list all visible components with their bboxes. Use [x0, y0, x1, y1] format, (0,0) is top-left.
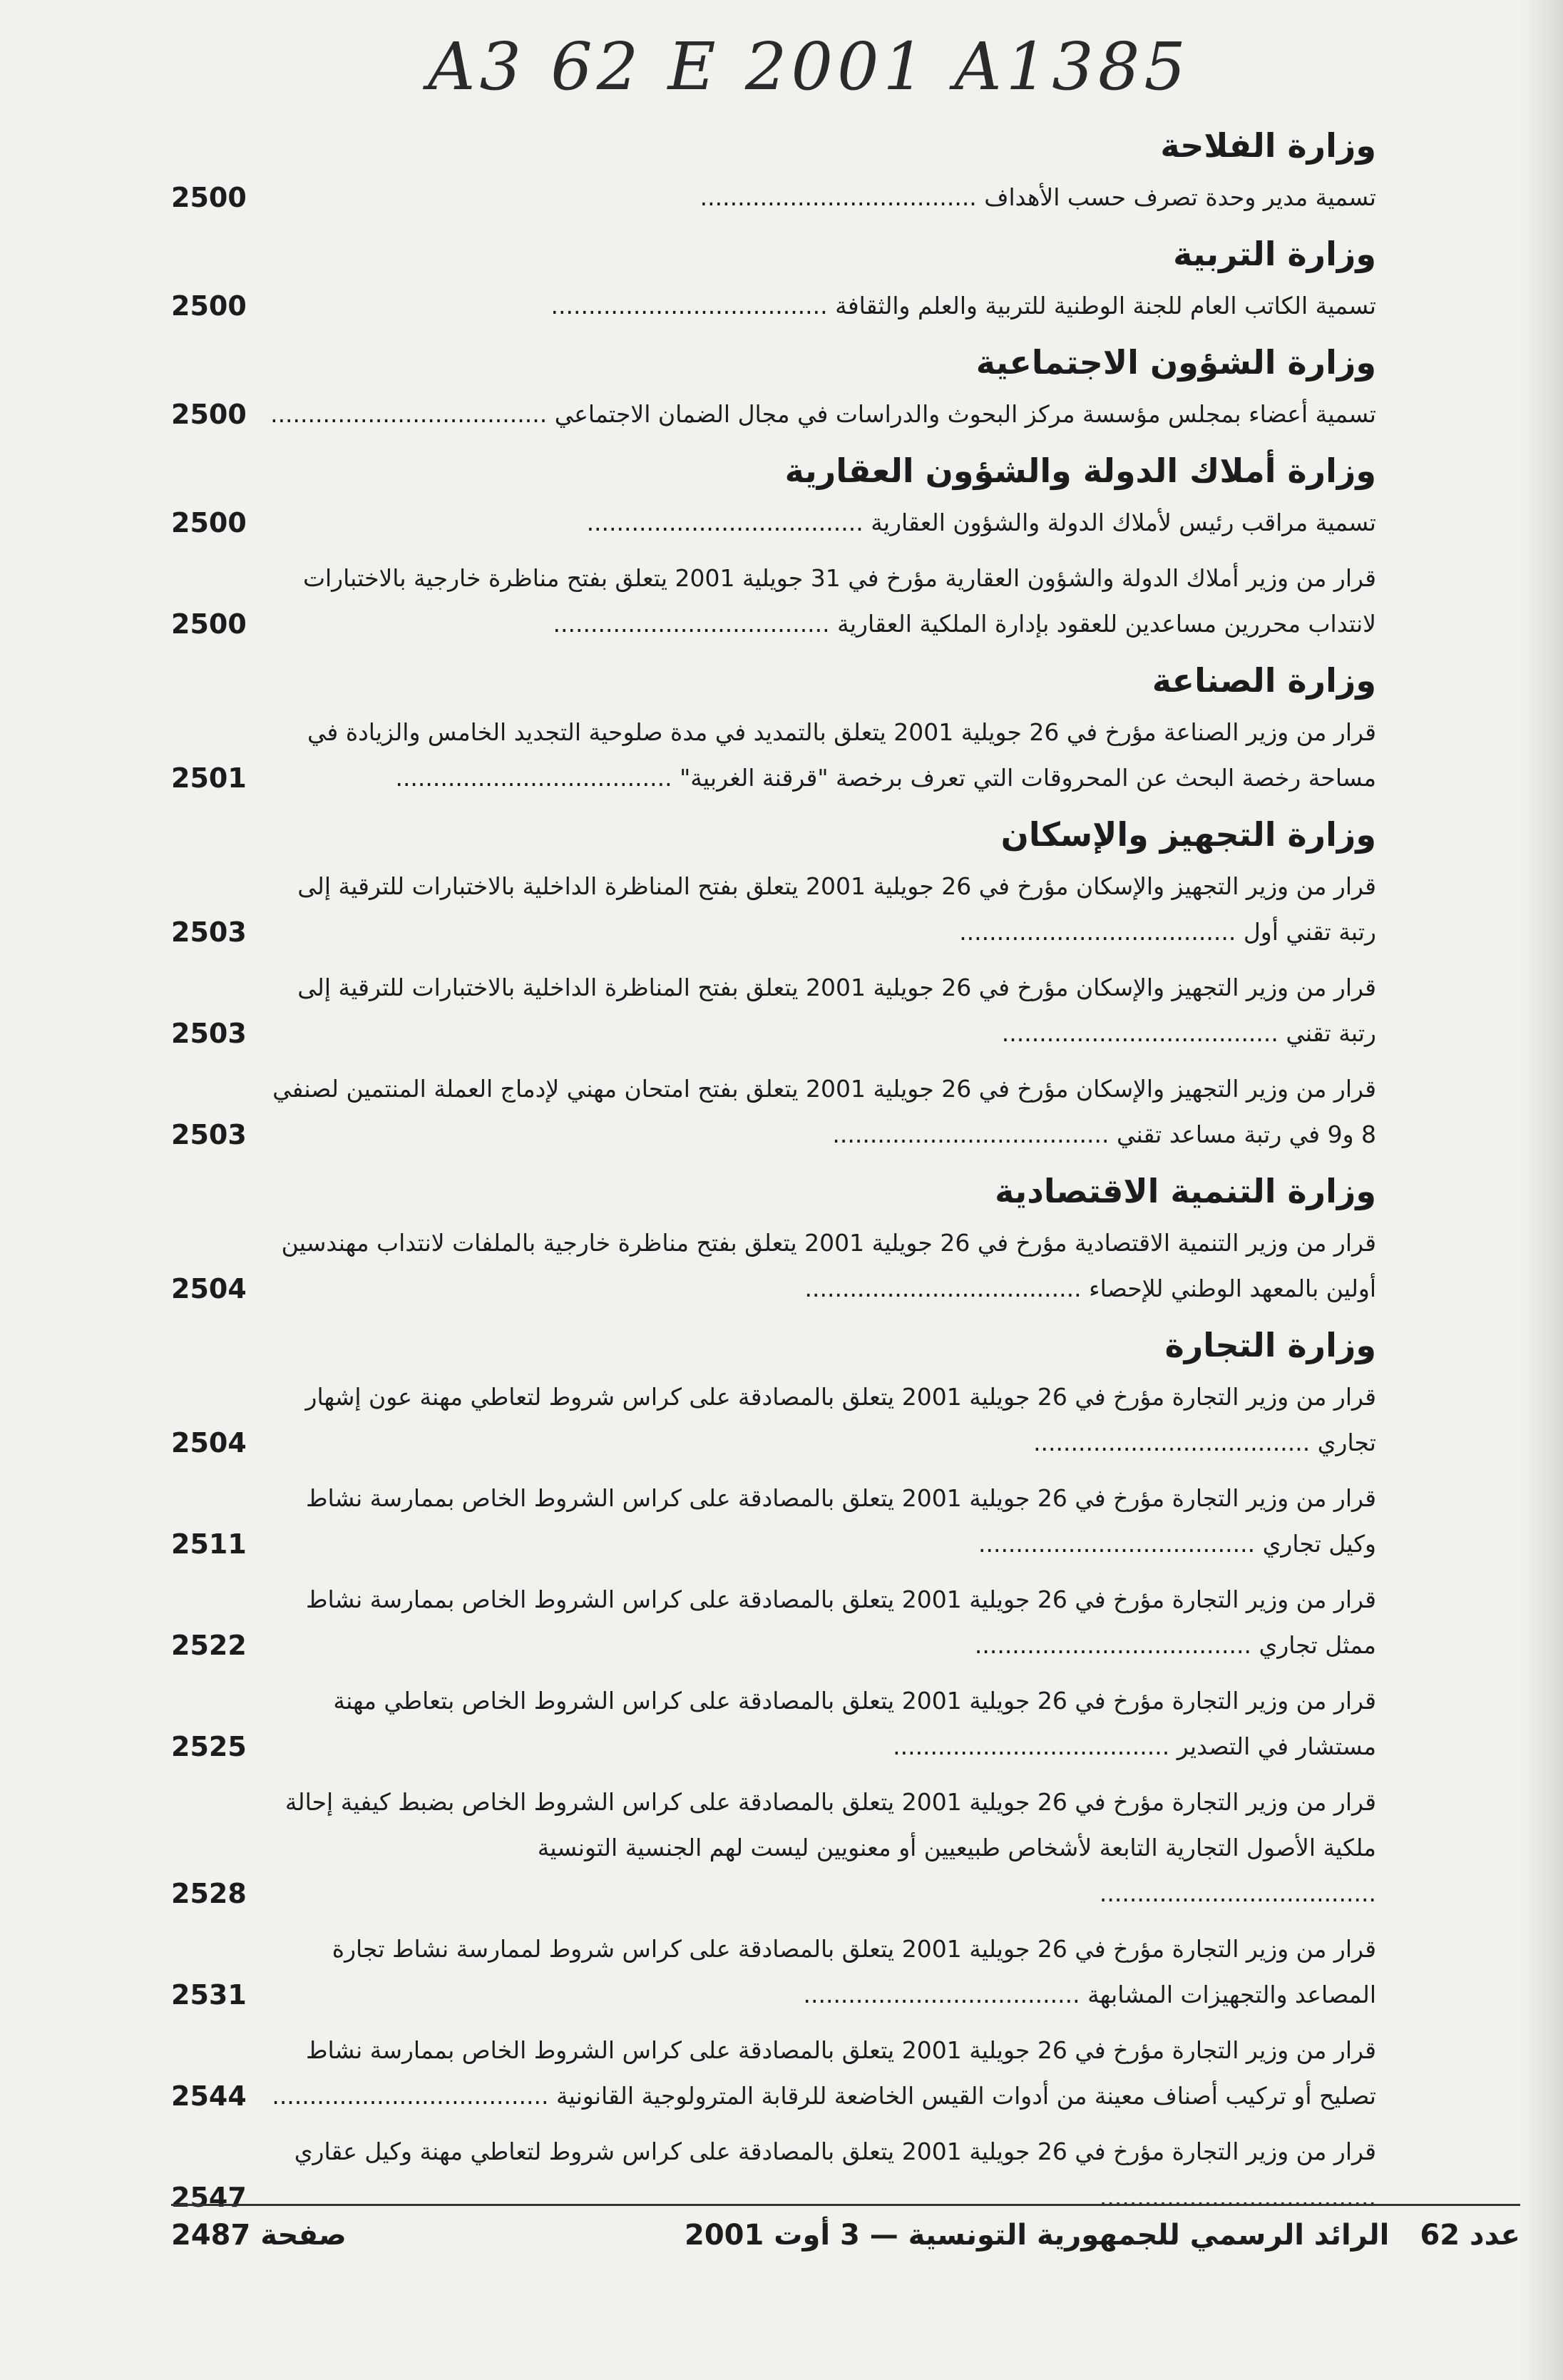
ministry-heading: وزارة الفلاحة — [1160, 126, 1376, 165]
entry-page-number: 2547 — [171, 2182, 247, 2213]
entry-page-number: 2528 — [171, 1878, 247, 1909]
toc-entry[interactable] — [171, 1779, 1376, 1916]
section-industry — [171, 657, 1376, 801]
entry-page-number: 2500 — [171, 507, 247, 538]
entry-title: تسمية الكاتب العام للجنة الوطنية للتربية والعلم والثقافة ..... — [171, 283, 1376, 329]
entry-title: قرار من وزير التجارة مؤرخ في 26 جويلية 2001 يتعلق بالمصادقة على كراس الشروط الخاص بممارسة نشاط وكيل تجاري ..... — [171, 1476, 1376, 1567]
page-edge-shadow — [1520, 0, 1563, 2380]
toc-entry[interactable] — [171, 1066, 1376, 1158]
entry-page-number: 2504 — [171, 1427, 247, 1459]
toc-entry[interactable] — [171, 283, 1376, 329]
section-commerce — [171, 1322, 1376, 2220]
entry-title: قرار من وزير التجهيز والإسكان مؤرخ في 26 جويلية 2001 يتعلق بفتح المناظرة الداخلية بالاختبارات للترقية إلى رتبة تقني ..... — [171, 965, 1376, 1056]
toc-entry[interactable] — [171, 1678, 1376, 1769]
entry-page-number: 2503 — [171, 916, 247, 948]
ministry-heading: وزارة التنمية الاقتصادية — [995, 1172, 1376, 1210]
entry-title: قرار من وزير التجهيز والإسكان مؤرخ في 26 جويلية 2001 يتعلق بفتح امتحان مهني لإدماج العملة المنتمين لصنفي 8 و9 في رتبة مساعد تقني ..... — [171, 1066, 1376, 1158]
footer-journal-title: الرائد الرسمي للجمهورية التونسية — 3 أوت 2001 — [685, 2219, 1390, 2252]
section-economic-development — [171, 1168, 1376, 1312]
entry-page-number: 2500 — [171, 399, 247, 430]
toc-entry[interactable] — [171, 1926, 1376, 2018]
entry-page-number: 2500 — [171, 608, 247, 640]
toc-entry[interactable] — [171, 2028, 1376, 2119]
ministry-heading: وزارة التجهيز والإسكان — [1000, 815, 1376, 854]
entry-title: قرار من وزير التجهيز والإسكان مؤرخ في 26 جويلية 2001 يتعلق بفتح المناظرة الداخلية بالاختبارات للترقية إلى رتبة تقني أول ..... — [171, 864, 1376, 955]
entry-page-number: 2522 — [171, 1630, 247, 1661]
entry-title: قرار من وزير التجارة مؤرخ في 26 جويلية 2001 يتعلق بالمصادقة على كراس شروط لممارسة نشاط تجارة المصاعد والتجهيزات المشابهة ..... — [171, 1926, 1376, 2018]
entry-title: قرار من وزير التجارة مؤرخ في 26 جويلية 2001 يتعلق بالمصادقة على كراس الشروط الخاص بممارسة نشاط ممثل تجاري ..... — [171, 1577, 1376, 1668]
entry-title: تسمية مراقب رئيس لأملاك الدولة والشؤون العقارية ..... — [171, 500, 1376, 546]
toc-entry[interactable] — [171, 392, 1376, 437]
entry-title: قرار من وزير التجارة مؤرخ في 26 جويلية 2001 يتعلق بالمصادقة على كراس الشروط الخاص بممارسة نشاط تصليح أو تركيب أصناف معينة من أدوات القيس الخاضعة للرقابة المترولوجية القانونية ..... — [171, 2028, 1376, 2119]
entry-page-number: 2501 — [171, 762, 247, 794]
table-of-contents — [171, 118, 1376, 2230]
entry-page-number: 2503 — [171, 1119, 247, 1150]
entry-page-number: 2503 — [171, 1018, 247, 1049]
toc-entry[interactable] — [171, 710, 1376, 801]
toc-entry[interactable] — [171, 1476, 1376, 1567]
toc-entry[interactable] — [171, 500, 1376, 546]
entry-page-number: 2500 — [171, 182, 247, 213]
ministry-heading: وزارة التربية — [1173, 235, 1376, 273]
toc-entry[interactable] — [171, 1577, 1376, 1668]
entry-page-number: 2500 — [171, 290, 247, 322]
section-education — [171, 230, 1376, 329]
footer-page-number: صفحة 2487 — [171, 2219, 347, 2252]
section-state-property — [171, 447, 1376, 647]
ministry-heading: وزارة الصناعة — [1152, 661, 1376, 700]
toc-entry[interactable] — [171, 864, 1376, 955]
toc-entry[interactable] — [171, 965, 1376, 1056]
entry-title: قرار من وزير التنمية الاقتصادية مؤرخ في 26 جويلية 2001 يتعلق بفتح مناظرة خارجية بالملفات لانتداب مهندسين أولين بالمعهد الوطني للإحصاء ..... — [171, 1220, 1376, 1312]
toc-entry[interactable] — [171, 1220, 1376, 1312]
entry-title: قرار من وزير أملاك الدولة والشؤون العقارية مؤرخ في 31 جويلية 2001 يتعلق بفتح مناظرة خارجية بالاختبارات لانتداب محررين مساعدين للعقود بإدارة الملكية العقارية ..... — [171, 556, 1376, 647]
section-agriculture — [171, 122, 1376, 220]
toc-entry[interactable] — [171, 556, 1376, 647]
entry-title: قرار من وزير التجارة مؤرخ في 26 جويلية 2001 يتعلق بالمصادقة على كراس الشروط الخاص بتعاطي مهنة مستشار في التصدير ..... — [171, 1678, 1376, 1769]
entry-page-number: 2525 — [171, 1731, 247, 1762]
entry-page-number: 2504 — [171, 1273, 247, 1304]
entry-title: تسمية أعضاء بمجلس مؤسسة مركز البحوث والدراسات في مجال الضمان الاجتماعي ..... — [171, 392, 1376, 437]
entry-page-number: 2511 — [171, 1528, 247, 1560]
toc-entry[interactable] — [171, 175, 1376, 220]
footer-issue-number: عدد 62 — [1420, 2219, 1520, 2252]
entry-title: قرار من وزير التجارة مؤرخ في 26 جويلية 2001 يتعلق بالمصادقة على كراس الشروط الخاص بضبط كيفية إحالة ملكية الأصول التجارية التابعة لأشخاص طبيعيين أو معنويين ليست لهم الجنسية التونسية ..... — [171, 1779, 1376, 1916]
page-footer — [171, 2204, 1520, 2263]
ministry-heading: وزارة التجارة — [1164, 1326, 1376, 1364]
entry-page-number: 2531 — [171, 1979, 247, 2011]
handwritten-reference-note: A3 62 E 2001 A1385 — [428, 29, 1190, 105]
ministry-heading: وزارة أملاك الدولة والشؤون العقارية — [784, 451, 1376, 490]
entry-title: قرار من وزير التجارة مؤرخ في 26 جويلية 2001 يتعلق بالمصادقة على كراس شروط لتعاطي مهنة عون إشهار تجاري ..... — [171, 1374, 1376, 1466]
entry-page-number: 2544 — [171, 2080, 247, 2112]
toc-entry[interactable] — [171, 1374, 1376, 1466]
entry-title: قرار من وزير التجارة مؤرخ في 26 جويلية 2001 يتعلق بالمصادقة على كراس شروط لتعاطي مهنة وكيل عقاري ..... — [171, 2129, 1376, 2220]
ministry-heading: وزارة الشؤون الاجتماعية — [975, 343, 1376, 382]
section-equipment-housing — [171, 811, 1376, 1158]
section-social-affairs — [171, 339, 1376, 437]
entry-title: تسمية مدير وحدة تصرف حسب الأهداف ..... — [171, 175, 1376, 220]
entry-title: قرار من وزير الصناعة مؤرخ في 26 جويلية 2001 يتعلق بالتمديد في مدة صلوحية التجديد الخامس والزيادة في مساحة رخصة البحث عن المحروقات التي تعرف برخصة "قرقنة الغربية" ..... — [171, 710, 1376, 801]
